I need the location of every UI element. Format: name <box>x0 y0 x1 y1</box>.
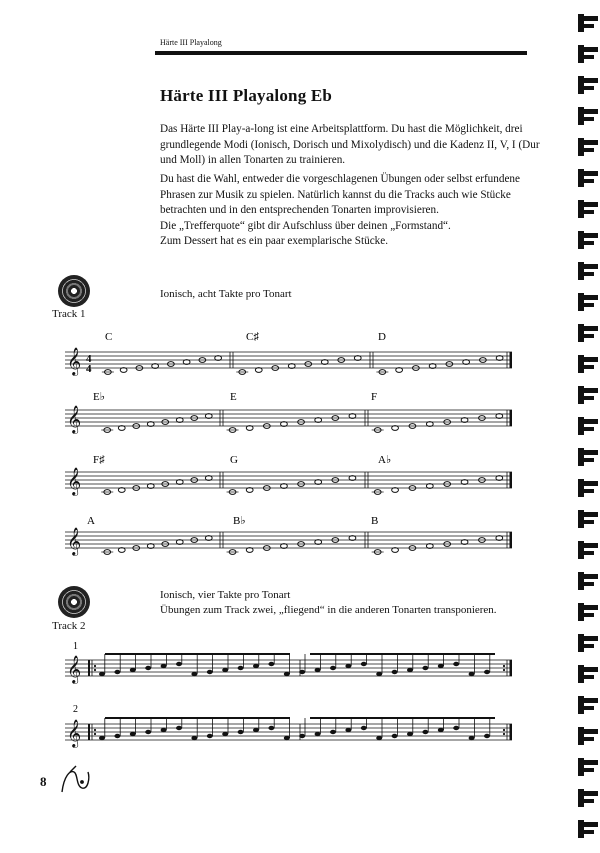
note-head <box>253 728 259 732</box>
note-head <box>345 664 351 668</box>
thumb-index-tab <box>578 293 600 311</box>
key-label-b-flat: B♭ <box>233 515 246 527</box>
note-head <box>361 726 367 730</box>
thumb-index-tab <box>578 479 600 497</box>
key-label-d: D <box>378 331 386 343</box>
note-head <box>407 668 413 672</box>
note-head <box>422 666 428 670</box>
note-head <box>176 662 182 666</box>
time-signature-bottom: 4 <box>86 363 92 375</box>
note-head <box>330 730 336 734</box>
note-head <box>345 728 351 732</box>
page-number: 8 <box>40 774 47 789</box>
treble-clef: 𝄞 <box>67 527 82 555</box>
note-head <box>299 734 305 738</box>
treble-clef: 𝄞 <box>67 347 82 375</box>
final-bar-thick <box>510 532 513 548</box>
thumb-index-tab <box>578 820 600 838</box>
note-head <box>99 672 105 676</box>
note-head <box>315 732 321 736</box>
repeat-dot <box>94 733 96 735</box>
thumb-index-tab <box>578 541 600 559</box>
note-head <box>176 726 182 730</box>
final-bar-thick <box>510 410 513 426</box>
note-head <box>253 664 259 668</box>
note-head <box>191 672 197 676</box>
repeat-bar <box>88 660 90 676</box>
note-head <box>114 734 120 738</box>
note-head <box>145 730 151 734</box>
exercise-number-1: 1 <box>73 641 78 652</box>
thumb-index-tab <box>578 665 600 683</box>
note-head <box>161 664 167 668</box>
treble-clef: 𝄞 <box>67 405 82 433</box>
staves <box>65 347 512 748</box>
note-head <box>145 666 151 670</box>
note-head <box>330 666 336 670</box>
note-head <box>222 732 228 736</box>
thumb-index-tab <box>578 758 600 776</box>
thumb-index-tab <box>578 572 600 590</box>
key-label-a: A <box>87 515 95 527</box>
thumb-index-tab <box>578 45 600 63</box>
repeat-bar <box>510 660 513 676</box>
thumb-index-tab <box>578 14 600 32</box>
note-head <box>392 734 398 738</box>
note-head <box>453 726 459 730</box>
note-head <box>422 730 428 734</box>
note-head <box>130 668 136 672</box>
key-label-c: C <box>105 331 113 343</box>
intro-paragraph-3-text: Die „Trefferquote“ gibt dir Aufschluss über deinen „Formstand“. <box>160 219 451 232</box>
repeat-bar <box>510 724 513 740</box>
note-head <box>161 728 167 732</box>
repeat-dot <box>503 733 505 735</box>
treble-clef: 𝄞 <box>67 719 82 747</box>
repeat-dot <box>503 729 505 731</box>
track-1-description: Ionisch, acht Takte pro Tonart <box>160 288 292 300</box>
repeat-dot <box>94 729 96 731</box>
key-label-a-flat: A♭ <box>378 454 392 466</box>
intro-paragraph-2-text: Du hast die Wahl, entweder die vorgeschlagenen Übungen oder selbst erfundene Phrasen zur Musik zu spielen. Natürlich kannst du die Tracks auch wie Stücke betrachten und in den entsprechenden Tonarten improvisieren. <box>160 173 520 216</box>
note-head <box>284 736 290 740</box>
thumb-index-tab <box>578 76 600 94</box>
thumb-index-tab <box>578 386 600 404</box>
key-label-f: F <box>371 391 378 403</box>
track-2-label: Track 2 <box>52 620 86 632</box>
final-bar-thick <box>510 472 513 488</box>
note-head <box>361 662 367 666</box>
key-label-c-sharp: C♯ <box>246 331 259 343</box>
note-head <box>438 664 444 668</box>
thumb-index-tab <box>578 634 600 652</box>
note-head <box>469 736 475 740</box>
track-2-instruction: Übungen zum Track zwei, „fliegend“ in die anderen Tonarten transponieren. <box>160 604 497 616</box>
note-head <box>191 736 197 740</box>
thumb-index-tab <box>578 603 600 621</box>
note-head <box>407 732 413 736</box>
note-head <box>284 672 290 676</box>
track-1-label: Track 1 <box>52 308 86 320</box>
note-head <box>299 670 305 674</box>
exercise-number-2: 2 <box>73 704 78 715</box>
note-head <box>315 668 321 672</box>
time-signature-top: 4 <box>86 353 92 365</box>
repeat-dot <box>503 665 505 667</box>
key-label-g: G <box>230 454 238 466</box>
running-head: Härte III Playalong <box>160 38 222 47</box>
key-label-e-flat: E♭ <box>93 391 105 403</box>
note-head <box>484 670 490 674</box>
note-head <box>469 672 475 676</box>
thumb-index-tab <box>578 696 600 714</box>
thumb-index-tab <box>578 355 600 373</box>
thumb-index-tab <box>578 200 600 218</box>
note-head <box>392 670 398 674</box>
thumb-index-tab <box>578 231 600 249</box>
key-label-b: B <box>371 515 379 527</box>
key-label-f-sharp: F♯ <box>93 454 105 466</box>
thumb-index-tab <box>578 727 600 745</box>
page-title: Härte III Playalong Eb <box>160 86 333 105</box>
repeat-dot <box>503 669 505 671</box>
note-head <box>222 668 228 672</box>
note-head <box>99 736 105 740</box>
repeat-dot <box>94 665 96 667</box>
note-head <box>376 672 382 676</box>
note-head <box>268 726 274 730</box>
thumb-index-tab <box>578 107 600 125</box>
thumb-index-tab <box>578 138 600 156</box>
thumb-index-tab <box>578 510 600 528</box>
note-head <box>484 734 490 738</box>
treble-clef: 𝄞 <box>67 467 82 495</box>
note-head <box>207 734 213 738</box>
key-labels <box>73 331 391 715</box>
note-head <box>376 736 382 740</box>
treble-clef: 𝄞 <box>67 655 82 683</box>
repeat-bar <box>88 724 90 740</box>
note-head <box>268 662 274 666</box>
intro-paragraph-1: Das Härte III Play-a-long ist eine Arbeitsplattform. Du hast die Möglichkeit, drei grundlegende Modi (Ionisch, Dorisch und Mixolydisch) und die Kadenz II, V, I (Dur und Moll) in allen Tonarten zu trainieren. <box>160 123 540 166</box>
thumb-index-tab <box>578 262 600 280</box>
note-head <box>438 728 444 732</box>
thumb-index-tab <box>578 417 600 435</box>
repeat-dot <box>94 669 96 671</box>
note-head <box>453 662 459 666</box>
thumb-index-tab <box>578 324 600 342</box>
thumb-index-tab <box>578 169 600 187</box>
track-2-description: Ionisch, vier Takte pro Tonart <box>160 589 291 601</box>
note-head <box>207 670 213 674</box>
thumb-index-strip <box>570 0 600 853</box>
note-head <box>130 732 136 736</box>
intro-paragraph-4-text: Zum Dessert hat es ein paar exemplarische Stücke. <box>160 235 389 247</box>
key-label-e: E <box>230 391 237 403</box>
thumb-index-tab <box>578 789 600 807</box>
note-head <box>114 670 120 674</box>
thumb-index-tab <box>578 448 600 466</box>
final-bar-thick <box>510 352 513 368</box>
note-head <box>238 666 244 670</box>
note-head <box>238 730 244 734</box>
